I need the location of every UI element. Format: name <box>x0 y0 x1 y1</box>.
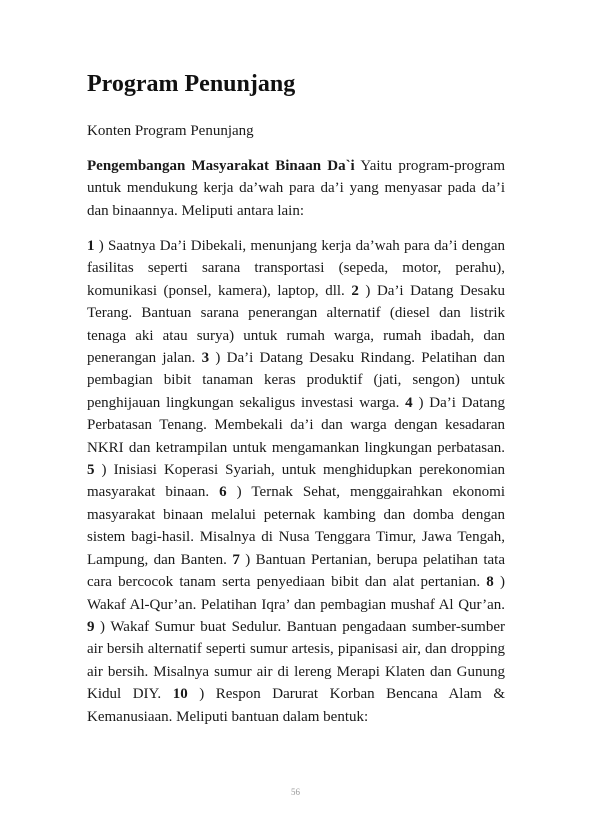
intro-bold-lead: Pengembangan Masyarakat Binaan Da`i <box>87 158 355 174</box>
item-text: ) Bantuan Pertanian, berupa pelatihan tata cara bercocok tanam serta penyediaan bibit dan alat pertanian. <box>87 551 505 591</box>
intro-text: Yaitu program-program untuk mendukung kerja da’wah para da’i yang menyasar pada da’i dan binaannya. Meliputi antara lain: <box>87 158 505 219</box>
item-number: 3 <box>201 350 210 367</box>
item-text: ) Ternak Sehat, menggairahkan ekonomi masyarakat binaan melalui peternak kambing dan domba dengan sistem bagi-hasil. Misalnya di Nusa Tenggara Timur, Jawa Tengah, Lampung, dan Banten. <box>87 484 506 568</box>
item-number: 1 <box>87 238 95 254</box>
item-number: 7 <box>232 551 240 568</box>
item-text: ) Wakaf Sumur buat Sedulur. Bantuan pengadaan sumber-sumber air bersih alternatif seperti sumur artesis, pipanisasi air, dan dropping air bersih. Misalnya sumur air di lereng Merapi Klaten dan Gunung Kidul DIY. <box>87 618 505 703</box>
item-text: ) Wakaf Al-Qur’an. Pelatihan Iqra’ dan pembagian mushaf Al Qur’an. <box>87 574 505 613</box>
item-number: 10 <box>172 686 188 703</box>
program-list-paragraph <box>87 235 505 728</box>
page-title: Program Penunjang <box>87 71 296 97</box>
item-text: ) Inisiasi Koperasi Syariah, untuk menghidupkan perekonomian masyarakat binaan. <box>87 462 505 501</box>
item-number: 2 <box>351 282 359 299</box>
item-number: 8 <box>486 574 494 591</box>
item-number: 9 <box>87 618 95 635</box>
section-subtitle: Konten Program Penunjang <box>87 123 254 139</box>
item-number: 6 <box>219 484 227 501</box>
item-number: 4 <box>405 394 413 411</box>
item-text: ) Da’i Datang Perbatasan Tenang. Membekali da’i dan warga dengan kesadaran NKRI dan ketrampilan untuk mengamankan lingkungan perbatasan. <box>87 394 505 456</box>
item-text: ) Da’i Datang Desaku Terang. Bantuan sarana penerangan alternatif (diesel dan listrik tenaga aki atau surya) untuk rumah warga, rumah ibadah, dan penerangan jalan. <box>87 282 505 367</box>
item-text: ) Da’i Datang Desaku Rindang. Pelatihan dan pembagian bibit tanaman keras produktif (jati, sengon) untuk penghijauan lingkungan sekaligus investasi warga. <box>87 350 505 411</box>
item-number: 5 <box>87 462 95 479</box>
page-number: 56 <box>291 787 300 797</box>
intro-paragraph <box>87 155 505 222</box>
item-text: ) Respon Darurat Korban Bencana Alam & Kemanusiaan. Meliputi bantuan dalam bentuk: <box>87 686 505 725</box>
item-text: ) Saatnya Da’i Dibekali, menunjang kerja da’wah para da’i dengan fasilitas seperti sarana transportasi (sepeda, motor, perahu), komunikasi (ponsel, kamera), laptop, dll. <box>87 238 505 299</box>
